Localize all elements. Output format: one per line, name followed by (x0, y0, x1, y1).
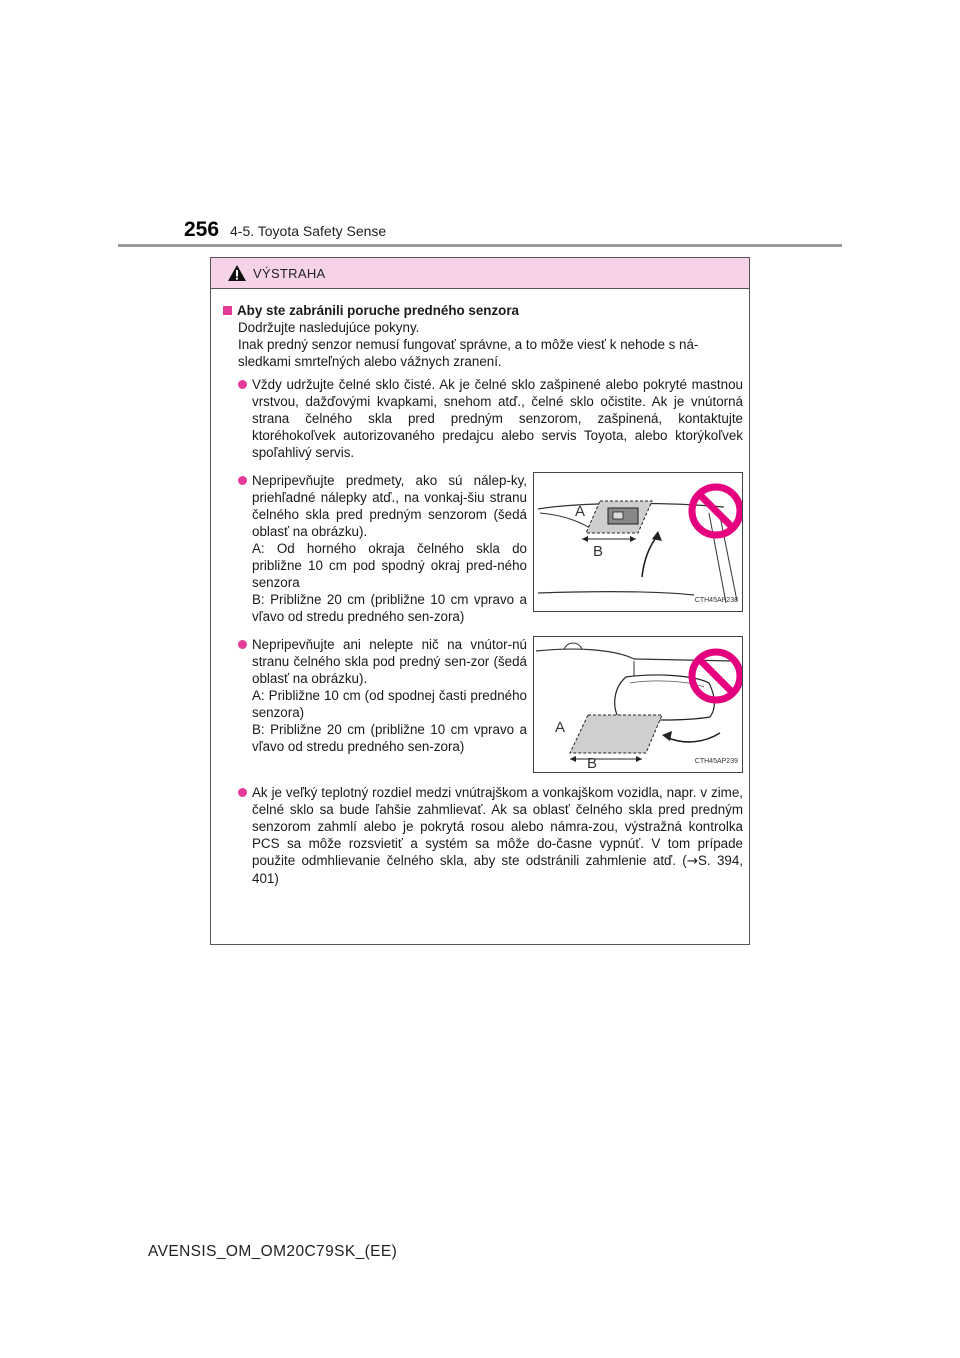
figure-2-label-a: A (555, 719, 566, 736)
figure-1-label-b: B (593, 543, 604, 560)
bullet-4-text (252, 784, 743, 887)
windshield-illustration-1 (534, 473, 742, 611)
windshield-illustration-2 (534, 637, 742, 772)
bullet-dot-icon (238, 380, 247, 389)
figure-outer-windshield (533, 472, 743, 612)
header-rule (118, 244, 842, 247)
page-reference: S. 394, 401) (252, 853, 743, 886)
section-title: 4-5. Toyota Safety Sense (230, 223, 387, 239)
figure-1-label-a: A (575, 503, 586, 520)
figure-inner-windshield (533, 636, 743, 773)
bullet-dot-icon (238, 788, 247, 797)
bullet-dot-icon (238, 476, 247, 485)
bullet-clean-windshield (221, 376, 743, 461)
warning-title: VÝSTRAHA (253, 265, 326, 281)
warning-header (211, 258, 749, 289)
intro-line-2: Inak predný senzor nemusí fungovať správne, a to môže viesť k nehode s ná-sledkami smrteľných alebo vážnych zranení. (238, 337, 699, 369)
figure-row-1 (221, 472, 743, 625)
figure-2-code: CTH45AP239 (694, 758, 738, 765)
bullet-2-a: A: Od horného okraja čelného skla do približne 10 cm pod spodný okraj pred-ného senzora (252, 541, 527, 590)
subheading (221, 302, 743, 319)
page-number: 256 (184, 218, 220, 241)
subheading-text: Aby ste zabránili poruche predného senzora (237, 303, 520, 318)
figure-row-2 (221, 636, 743, 773)
bullet-3-a: A: Približne 10 cm (od spodnej časti predného senzora) (252, 688, 527, 720)
footer-document-code: AVENSIS_OM_OM20C79SK_(EE) (148, 1243, 398, 1260)
warning-content (221, 302, 743, 887)
page-reference-arrow-icon: → (686, 854, 698, 869)
intro (221, 319, 743, 370)
bullet-1-text: Vždy udržujte čelné sklo čisté. Ak je čelné sklo zašpinené alebo pokryté mastnou vrstvou, dažďovými kvapkami, snehom atď., čelné sklo očistite. Ak je vnútorná strana čelného skla pred predným senzorom, zašpinená, kontaktujte ktoréhokoľvek autorizovaného predajcu alebo servis Toyota, alebo ktorýkoľvek spoľahlivý servis. (252, 377, 743, 460)
bullet-3-b: B: Približne 20 cm (približne 10 cm vpravo a vľavo od stredu predného sen-zora) (252, 722, 527, 754)
square-bullet-icon (223, 306, 232, 315)
bullet-inner-stickers (221, 636, 527, 773)
warning-triangle-icon (227, 264, 247, 282)
bullet-2-b: B: Približne 20 cm (približne 10 cm vpravo a vľavo od stredu predného sen-zora) (252, 592, 527, 624)
bullet-2-main: Nepripevňujte predmety, ako sú nálep-ky, priehľadné nálepky atď., na vonkaj-šiu stranu čelného skla pred predným senzorom (šedá oblasť na obrázku). (252, 473, 527, 539)
bullet-outer-stickers (221, 472, 527, 625)
figure-1-code: CTH45AP238 (694, 597, 738, 604)
bullet-4-body: Ak je veľký teplotný rozdiel medzi vnútrajškom a vonkajškom vozidla, napr. v zime, čelné sklo sa bude ľahšie zahmlievať. Ak sa oblasť čelného skla pred predným senzorom zahmlí alebo je pokrytá rosou alebo námra-zou, výstražná kontrolka PCS sa môže rozsvietiť a systém sa môže do-časne vypnúť. V tom prípade použite odmhlievanie čelného skla, aby ste odstránili zahmlenie atď. ( (252, 785, 743, 868)
figure-2-label-b: B (587, 755, 598, 772)
warning-box (210, 257, 750, 945)
bullet-dot-icon (238, 640, 247, 649)
intro-line-1: Dodržujte nasledujúce pokyny. (238, 320, 420, 335)
bullet-3-main: Nepripevňujte ani nelepte nič na vnútor-nú stranu čelného skla pod predný sen-zor (šedá oblasť na obrázku). (252, 637, 527, 686)
bullet-fogging (221, 784, 743, 887)
